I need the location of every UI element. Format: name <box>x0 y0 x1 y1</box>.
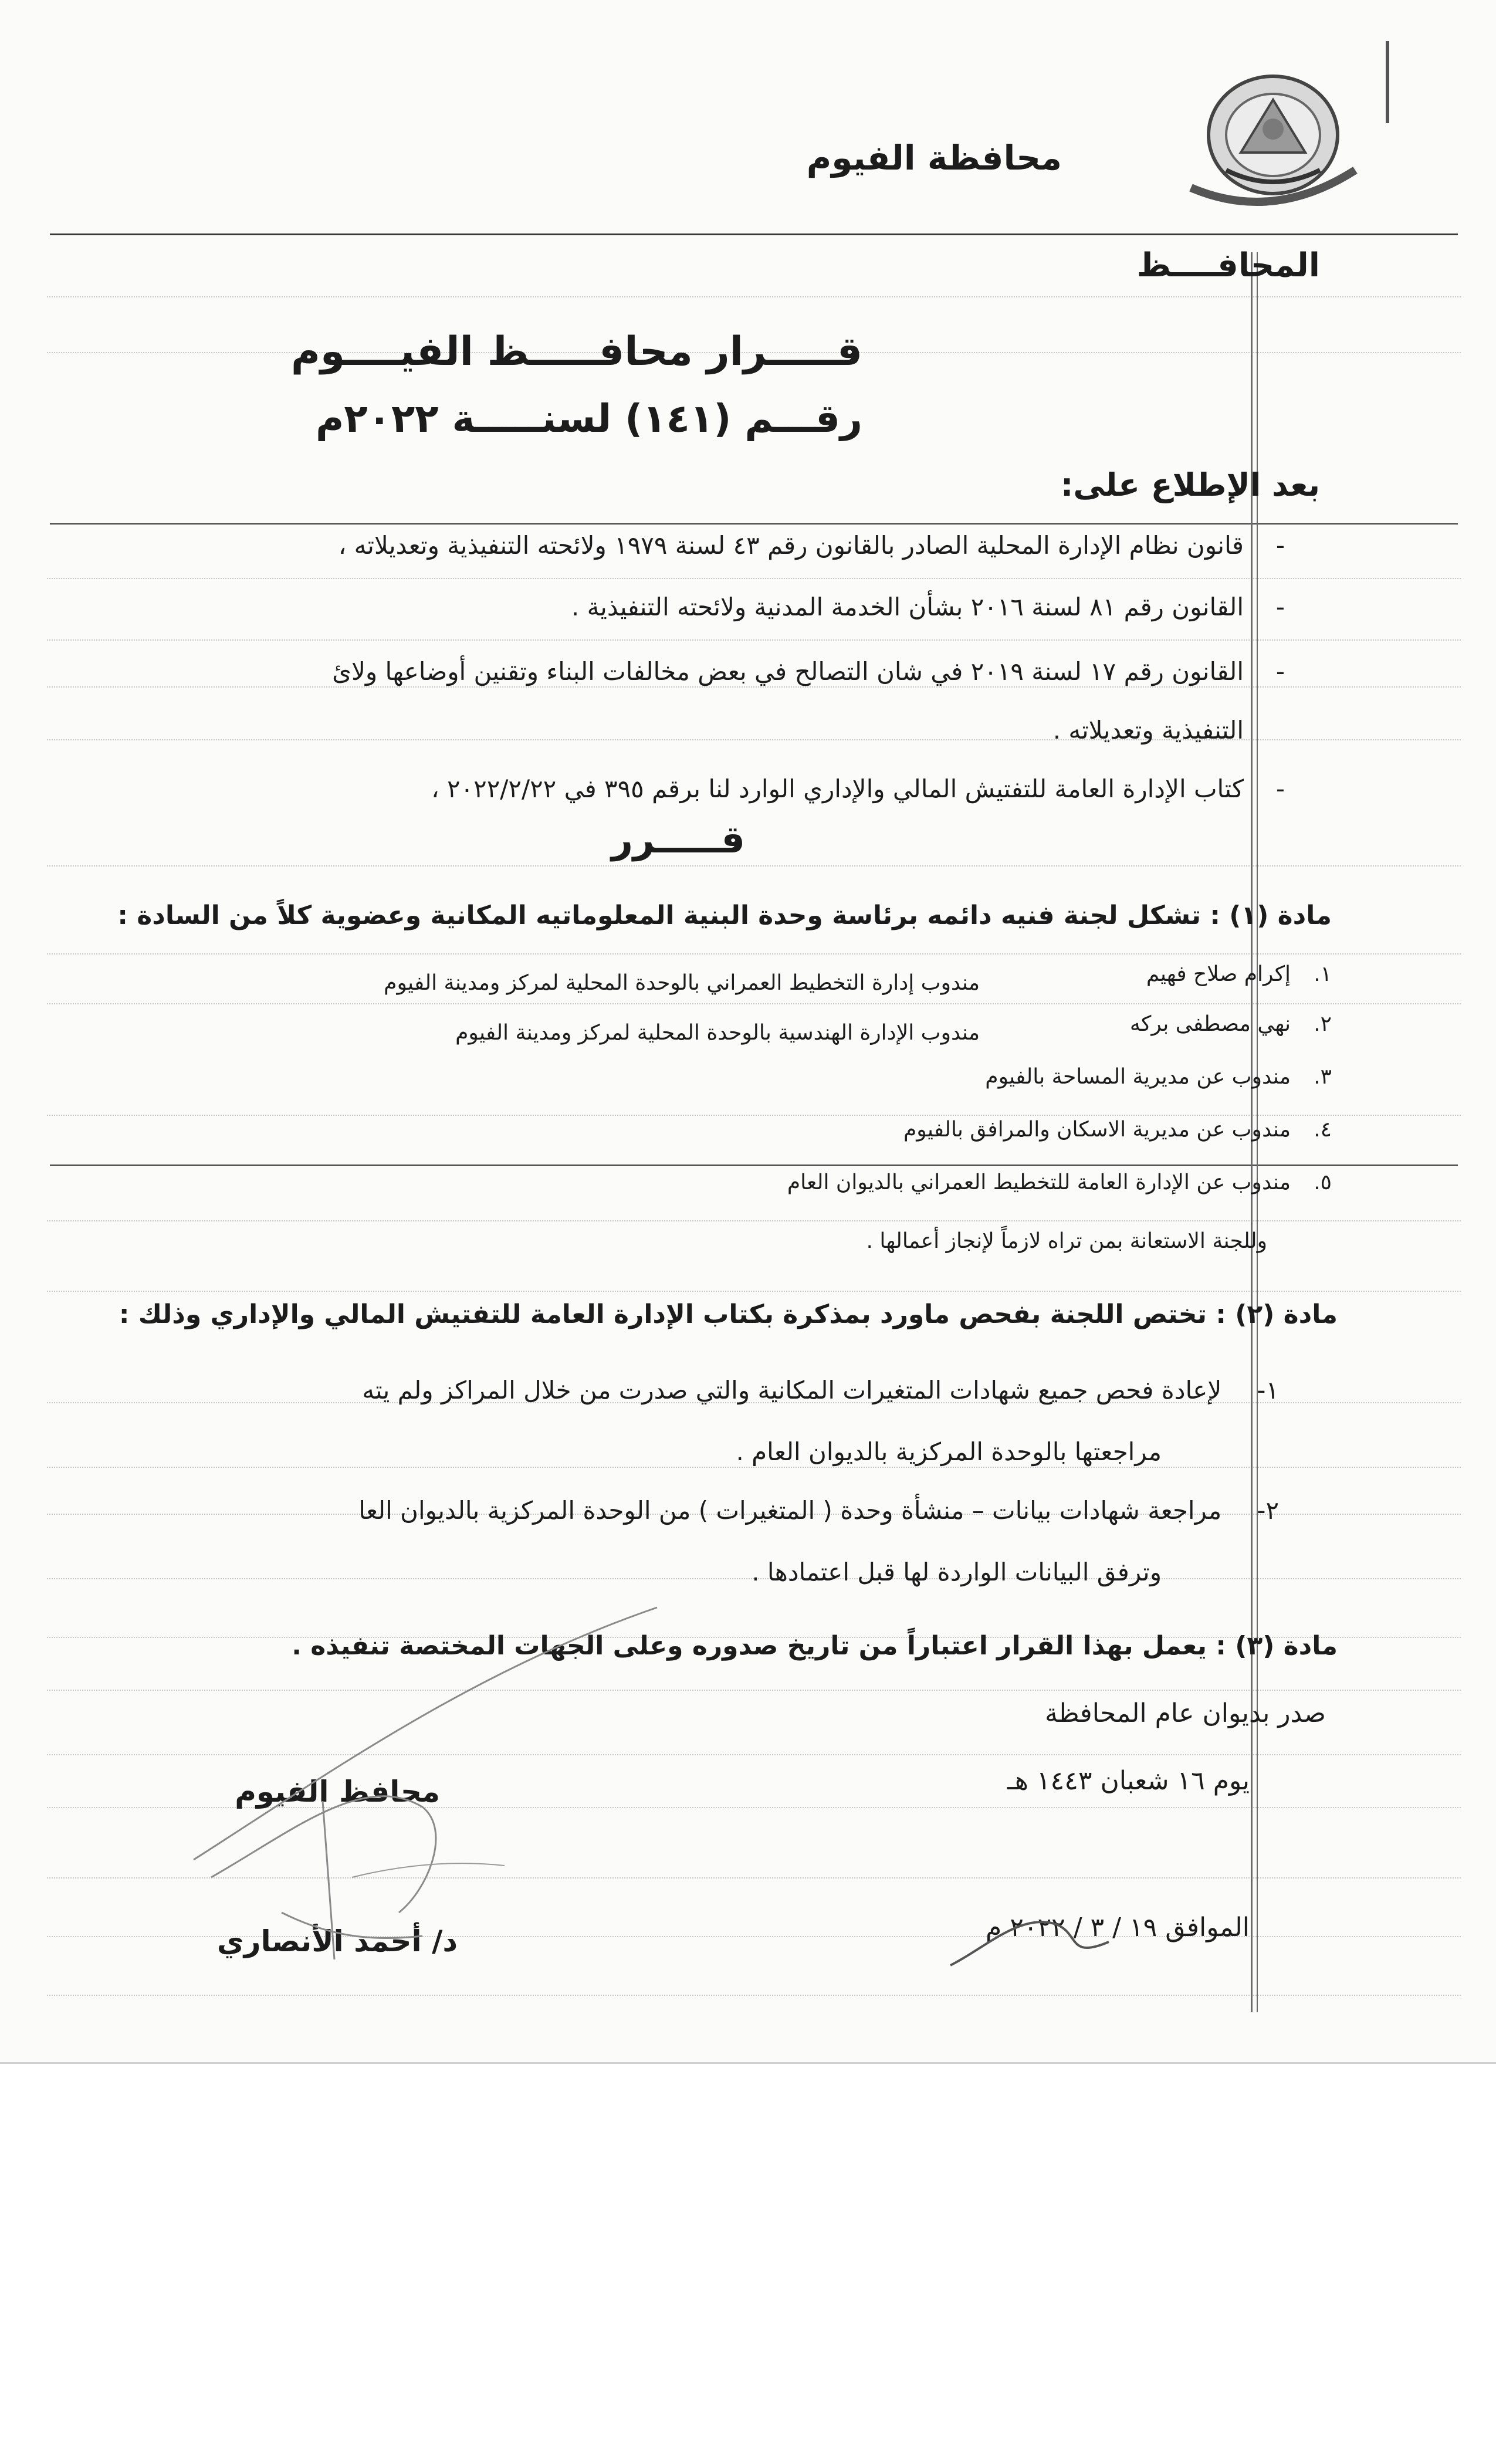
header-rule <box>50 233 1458 235</box>
law-item-4: - كتاب الإدارة العامة للتفتيش المالي والإداري الوارد لنا برقم ٣٩٥ في ٢٠٢٢/٢/٢٢ ، <box>431 774 1285 803</box>
date-hijri: يوم ١٦ شعبان ١٤٤٣ هـ <box>1007 1766 1250 1796</box>
article-2-item-1-cont: مراجعتها بالوحدة المركزية بالديوان العام . <box>736 1437 1162 1466</box>
law-item-1: - قانون نظام الإدارة المحلية الصادر بالقانون رقم ٤٣ لسنة ١٩٧٩ ولائحته التنفيذية وتعديلاته ، <box>338 531 1285 560</box>
article-1-heading: مادة (١) : تشكل لجنة فنيه دائمه برئاسة وحدة البنية المعلوماتيه المكانية وعضوية كلاً من السادة : <box>117 901 1332 930</box>
law-item-3: - القانون رقم ١٧ لسنة ٢٠١٩ في شان التصالح في بعض مخالفات البناء وتقنين أوضاعها ولائ <box>332 657 1285 686</box>
scan-edge-mark <box>1386 41 1389 123</box>
date-signature-scribble <box>939 1877 1144 1983</box>
intro-heading: بعد الإطلاع على: <box>1060 466 1320 503</box>
article-2-heading: مادة (٢) : تختص اللجنة بفحص ماورد بمذكرة بكتاب الإدارة العامة للتفتيش المالي والإداري وذلك : <box>119 1299 1338 1329</box>
member-4: ٤.مندوب عن مديرية الاسكان والمرافق بالفيوم <box>903 1118 1332 1142</box>
margin-rule-top <box>50 523 1458 524</box>
issued-at: صدر بديوان عام المحافظة <box>1044 1698 1326 1728</box>
article-3-heading: مادة (٣) : يعمل بهذا القرار اعتباراً من تاريخ صدوره وعلى الجهات المختصة تنفيذه . <box>292 1631 1338 1661</box>
office-label: المحافــــظ <box>1136 246 1320 285</box>
article-2-item-2-cont: وترفق البيانات الواردة لها قبل اعتمادها . <box>752 1558 1162 1586</box>
member-2: ٢.نهي مصطفى بركه <box>1129 1012 1332 1036</box>
law-item-2: - القانون رقم ٨١ لسنة ٢٠١٦ بشأن الخدمة المدنية ولائحته التنفيذية . <box>571 593 1285 621</box>
article-2-item-1: ١-لإعادة فحص جميع شهادات المتغيرات المكانية والتي صدرت من خلال المراكز ولم يته <box>362 1376 1279 1404</box>
governorate-name: محافظة الفيوم <box>806 138 1062 178</box>
member-1: ١.إكرام صلاح فهيم <box>1146 962 1332 986</box>
article-2-item-2: ٢-مراجعة شهادات بيانات – منشأة وحدة ( المتغيرات ) من الوحدة المركزية بالديوان العا <box>358 1496 1279 1525</box>
decree-word: قـــــرر <box>611 818 745 862</box>
signature-title: محافظ الفيوم <box>235 1775 440 1809</box>
signature-name: د/ أحمد الأنصاري <box>216 1924 458 1958</box>
governorate-emblem-icon <box>1185 53 1361 211</box>
member-1-role: مندوب إدارة التخطيط العمراني بالوحدة المحلية لمركز ومدينة الفيوم <box>384 971 980 995</box>
member-3: ٣.مندوب عن مديرية المساحة بالفيوم <box>985 1065 1332 1089</box>
margin-rule-mid <box>50 1165 1458 1166</box>
handwritten-signature <box>176 1584 792 1965</box>
decree-title: قـــــرار محافـــــظ الفيــــوم <box>290 329 862 375</box>
article-1-note: وللجنة الاستعانة بمن تراه لازماً لإنجاز أعمالها . <box>866 1229 1267 1253</box>
member-5: ٥.مندوب عن الإدارة العامة للتخطيط العمراني بالديوان العام <box>787 1170 1332 1194</box>
date-gregorian: الموافق ١٩ / ٣ / ٢٠٢٢ م <box>985 1913 1250 1942</box>
member-2-role: مندوب الإدارة الهندسية بالوحدة المحلية لمركز ومدينة الفيوم <box>455 1021 980 1045</box>
decree-number: رقـــم (١٤١) لسنـــــة ٢٠٢٢م <box>316 396 862 441</box>
law-item-3-cont: التنفيذية وتعديلاته . <box>1052 716 1244 744</box>
